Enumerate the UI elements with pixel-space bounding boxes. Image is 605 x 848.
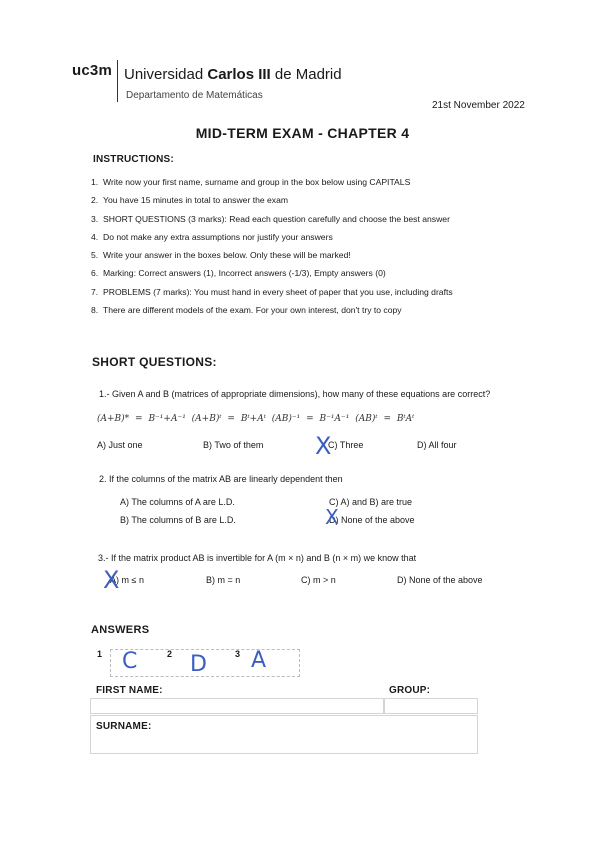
answer-2-number: 2	[167, 649, 173, 659]
q3-option-c[interactable]: C) m > n	[301, 575, 336, 585]
university-prefix: Universidad	[124, 66, 208, 83]
instruction-item: 2. You have 15 minutes in total to answer the exam	[91, 195, 289, 206]
department-name: Departamento de Matemáticas	[126, 90, 263, 101]
q3-cross-mark: X	[103, 566, 120, 594]
answer-3-number: 3	[235, 649, 241, 659]
exam-title: MID-TERM EXAM - CHAPTER 4	[195, 125, 410, 141]
answers-heading: ANSWERS	[91, 624, 150, 636]
q1-option-d[interactable]: D) All four	[417, 440, 457, 450]
instruction-item: 5. Write your answer in the boxes below. Only these will be marked!	[91, 250, 351, 261]
header-divider	[117, 60, 118, 102]
question-2-text: 2. If the columns of the matrix AB are linearly dependent then	[99, 474, 343, 484]
question-3-text: 3.- If the matrix product AB is invertible for A (m × n) and B (n × m) we know that	[98, 553, 417, 563]
instruction-item: 8. There are different models of the exam. For your own interest, don't try to copy	[91, 305, 402, 316]
university-bold: Carlos III	[207, 66, 271, 83]
q2-option-c[interactable]: C) A) and B) are true	[329, 497, 413, 507]
question-1-equations: (A+B)* = B⁻¹+A⁻¹ (A+B)ᵗ = Bᵗ+Aᵗ (AB)⁻¹ = B⁻¹A⁻¹ (AB)ᵗ = BᵗAᵗ	[97, 414, 415, 424]
q2-option-a[interactable]: A) The columns of A are L.D.	[120, 497, 235, 507]
instruction-item: 7. PROBLEMS (7 marks): You must hand in every sheet of paper that you use, including drafts	[91, 286, 453, 297]
q1-option-a[interactable]: A) Just one	[97, 440, 143, 450]
q3-option-b[interactable]: B) m = n	[206, 575, 241, 585]
answer-2-value: D	[190, 652, 207, 677]
q2-option-b[interactable]: B) The columns of B are L.D.	[120, 515, 236, 525]
instruction-item: 6. Marking: Correct answers (1), Incorrect answers (-1/3), Empty answers (0)	[91, 268, 386, 279]
group-field[interactable]	[384, 698, 478, 714]
question-1-text: 1.- Given A and B (matrices of appropriate dimensions), how many of these equations are correct?	[99, 389, 491, 399]
q1-cross-mark: X	[315, 432, 332, 460]
group-label: GROUP:	[389, 685, 431, 696]
short-questions-heading: SHORT QUESTIONS:	[92, 355, 217, 369]
university-name	[124, 66, 342, 83]
q3-option-d[interactable]: D) None of the above	[397, 575, 483, 585]
answer-1-value: C	[122, 649, 138, 674]
answer-1-number: 1	[97, 649, 103, 659]
uc3m-logo: uc3m	[72, 62, 112, 79]
q2-option-d[interactable]: D) None of the above	[329, 515, 415, 525]
instruction-item: 3. SHORT QUESTIONS (3 marks): Read each question carefully and choose the best answer	[91, 213, 450, 224]
instruction-item: 1. Write now your first name, surname and group in the box below using CAPITALS	[91, 177, 411, 187]
university-suffix: de Madrid	[270, 66, 342, 83]
instruction-item: 4. Do not make any extra assumptions nor justify your answers	[91, 231, 333, 242]
surname-field[interactable]	[90, 715, 478, 754]
q1-option-c[interactable]: C) Three	[328, 440, 364, 450]
first-name-field[interactable]	[90, 698, 384, 714]
q1-option-b[interactable]: B) Two of them	[203, 440, 264, 450]
instructions-heading: INSTRUCTIONS:	[93, 154, 174, 165]
q2-cross-mark: X	[325, 505, 339, 529]
first-name-label: FIRST NAME:	[96, 685, 163, 696]
q3-option-a[interactable]: A) m ≤ n	[110, 575, 144, 585]
exam-date: 21st November 2022	[432, 100, 525, 111]
instructions-list	[91, 173, 561, 319]
answer-3-value: A	[251, 648, 267, 673]
surname-label: SURNAME:	[96, 721, 152, 732]
